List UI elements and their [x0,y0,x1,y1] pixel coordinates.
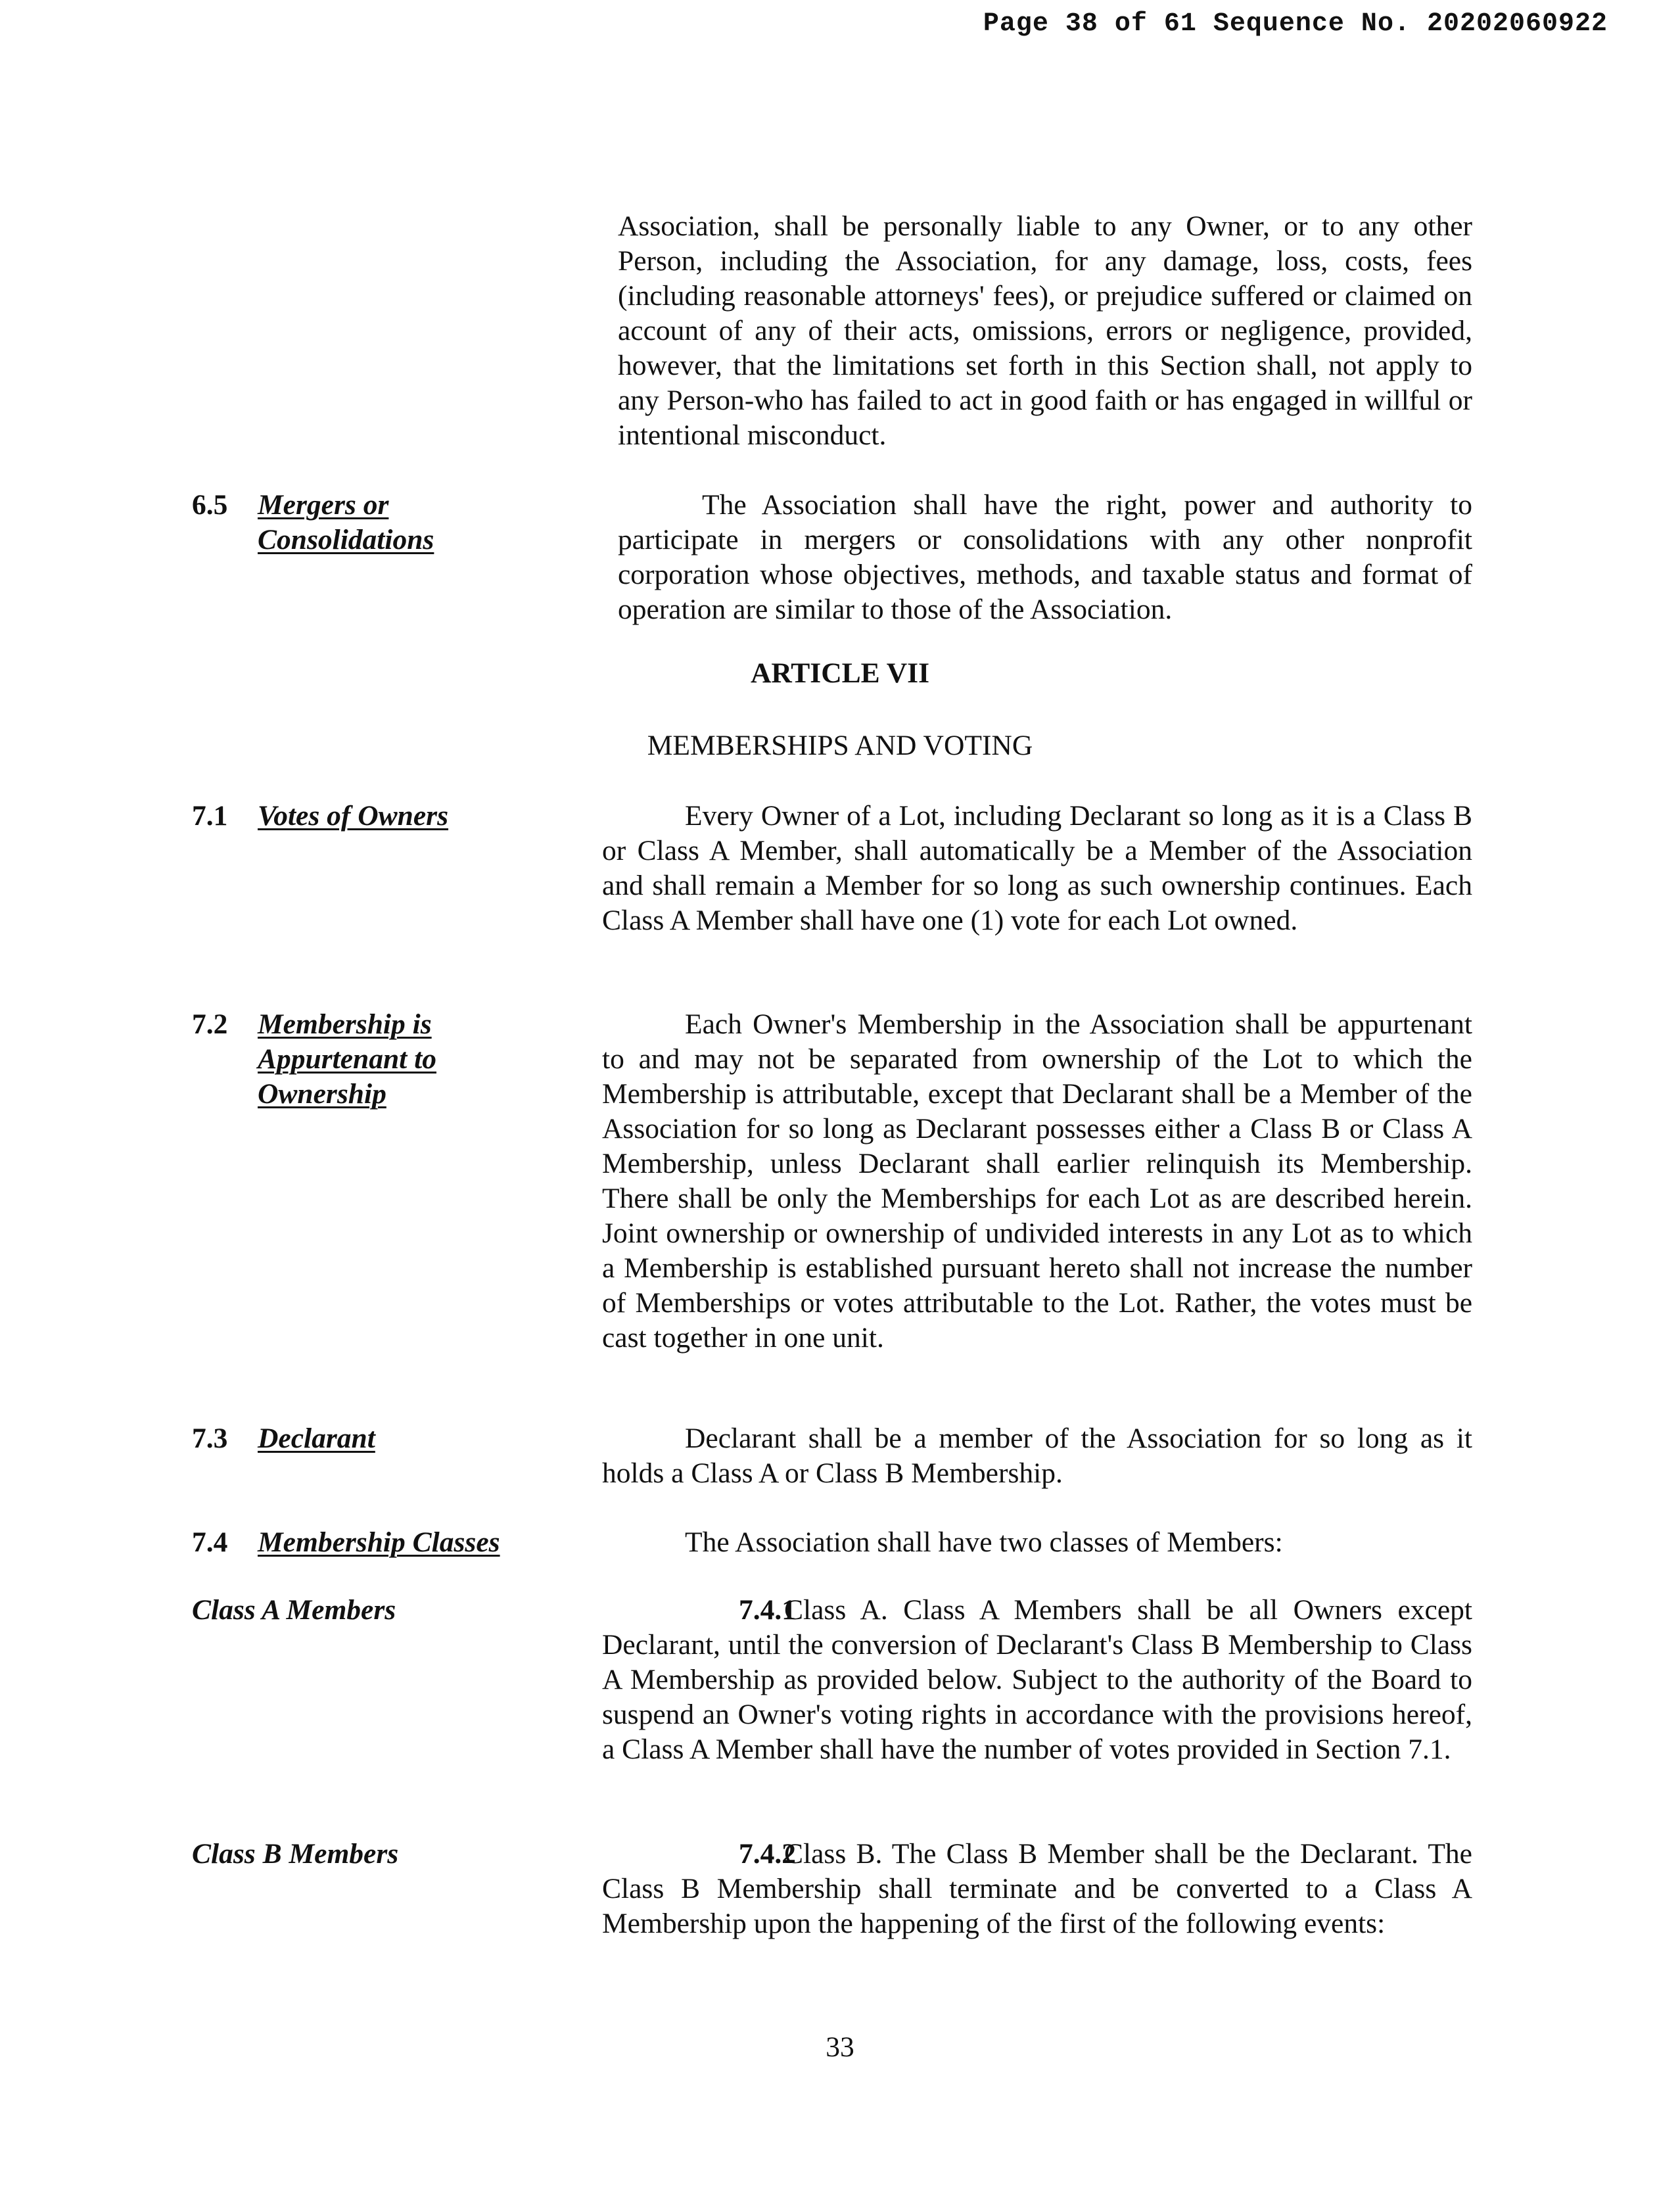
subsection-label: Class A Members [192,1594,396,1626]
section-6-5-label [192,488,560,557]
section-6-5-text: The Association shall have the right, power and authority to participate in mergers or consolidations with any other nonprofit corporation whose objectives, methods, and taxable status and format of operation are similar to those of the Association. [618,489,1472,625]
page-header: Page 38 of 61 Sequence No. 20202060922 [983,9,1608,39]
class-a-members-label [192,1593,560,1628]
section-number: 6.5 [192,489,228,521]
section-title: Consolidations [258,524,434,555]
subsection-text: Class A. Class A Members shall be all Owners except Declarant, until the conversion of Declarant's Class B Membership to Class A Membership as provided below. Subject to the authority of the Board to suspend an Owner's voting rights in accordance with the provisions hereof, a Class A Member shall have the number of votes provided in Section 7.1. [602,1594,1472,1765]
section-7-2-text: Each Owner's Membership in the Association shall be appurtenant to and may not be separated from ownership of the Lot to which the Membership is attributable, except that Declarant shall be a Member of the Association for so long as Declarant possesses either a Class B or Class A Membership, unless Declarant shall earlier relinquish its Membership. There shall be only the Memberships for each Lot as are described herein. Joint ownership or ownership of undivided interests in any Lot as to which a Membership is established pursuant hereto shall not increase the number of Memberships or votes attributable to the Lot. Rather, the votes must be cast together in one unit. [602,1008,1472,1354]
subsection-number: 7.4.1 [739,1594,796,1626]
section-7-2-label [192,1007,560,1112]
section-title: Ownership [258,1078,386,1110]
continuation-paragraph: Association, shall be personally liable to any Owner, or to any other Person, including the Association, for any damage, loss, costs, fees (including reasonable attorneys' fees), or prejudice suffered or claimed on account of any of their acts, omissions, errors or negligence, provided, however, that the limitations set forth in this Section shall, not apply to any Person-who has failed to act in good faith or has engaged in willful or intentional misconduct. [618,210,1472,451]
class-b-members-label [192,1837,560,1872]
section-title: Declarant [258,1423,375,1454]
article-subheading: MEMBERSHIPS AND VOTING [647,730,1033,761]
subsection-text: Class B. The Class B Member shall be the Declarant. The Class B Membership shall terminate and be converted to a Class A Membership upon the happening of the first of the following events: [602,1838,1472,1939]
section-7-4-label [192,1525,560,1560]
page-number: 33 [826,2031,854,2063]
section-title: Votes of Owners [258,800,449,832]
section-7-1-text: Every Owner of a Lot, including Declarant so long as it is a Class B or Class A Member, shall automatically be a Member of the Association and shall remain a Member for so long as such ownership continues. Each Class A Member shall have one (1) vote for each Lot owned. [602,800,1472,936]
section-7-3-label [192,1421,560,1456]
article-heading: ARTICLE VII [750,657,930,689]
subsection-label: Class B Members [192,1838,399,1870]
section-title: Appurtenant to [258,1043,436,1075]
section-7-4-text: The Association shall have two classes of Members: [685,1526,1283,1558]
subsection-number: 7.4.2 [739,1838,796,1870]
section-number: 7.2 [192,1008,228,1040]
section-7-4-2-text [602,1837,1472,1941]
section-title: Membership is [258,1008,432,1040]
section-number: 7.4 [192,1526,228,1558]
section-7-3-text: Declarant shall be a member of the Association for so long as it holds a Class A or Class B Membership. [602,1423,1472,1489]
section-number: 7.3 [192,1423,228,1454]
section-title: Mergers or [258,489,389,521]
section-7-4-1-text [602,1593,1472,1767]
section-title: Membership Classes [258,1526,500,1558]
section-7-1-label [192,799,560,834]
section-number: 7.1 [192,800,228,832]
